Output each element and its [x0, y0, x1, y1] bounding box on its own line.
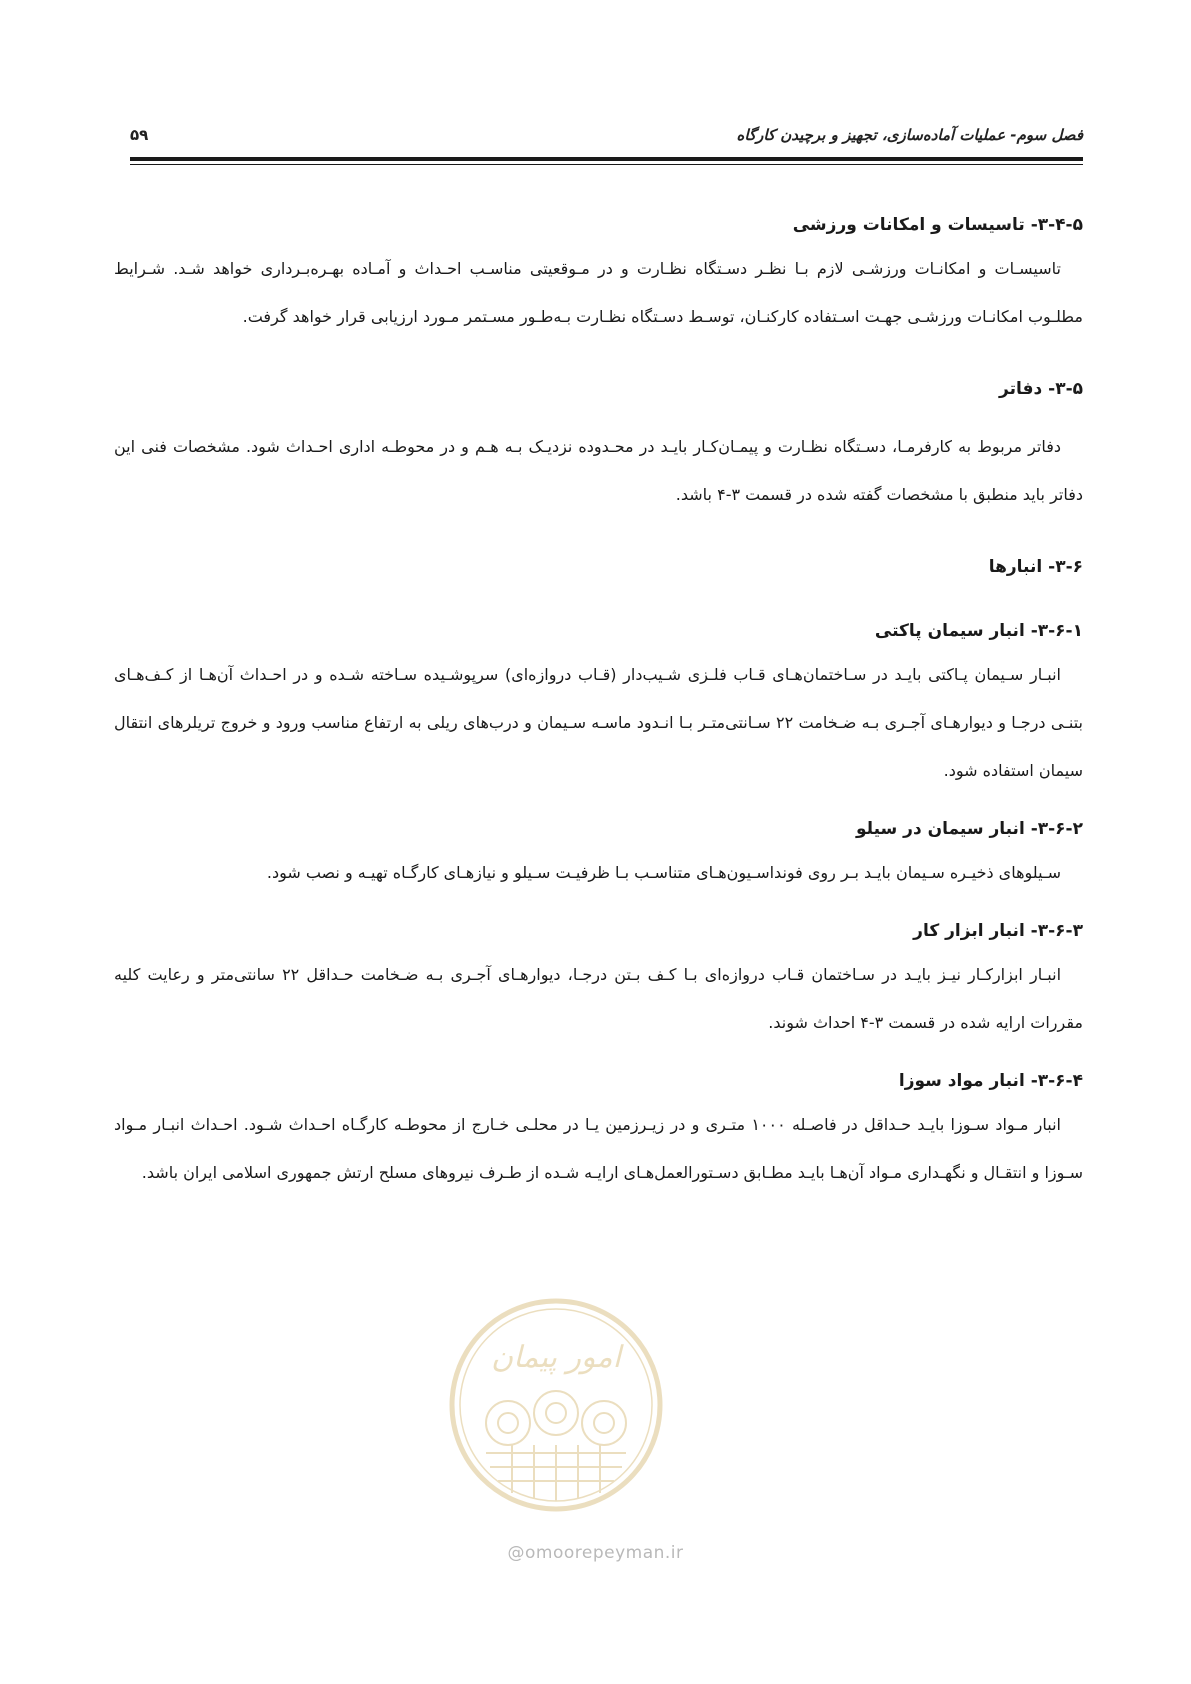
page-body	[114, 205, 1083, 1197]
section-paragraph: دفاتر مربوط به کارفرمـا، دسـتگاه نظـارت و پیمـان‌کـار بایـد در محـدوده نزدیـک بـه هـم و در محوطـه اداری احـداث شود. مشخصات فنی این دفاتر باید منطبق با مشخصات گفته شده در قسمت ۳-۴ باشد.	[114, 437, 1083, 504]
chapter-title: فصل سوم- عملیات آماده‌سازی، تجهیز و برچیدن کارگاه	[736, 126, 1083, 144]
watermark-logo-text: امور پیمان	[491, 1340, 621, 1375]
subsection-heading: ۳-۶-۱- انبار سیمان پاکتی	[874, 621, 1083, 641]
header-rule	[130, 157, 1083, 161]
watermark-url: @omoorepeyman.ir	[507, 1543, 684, 1563]
section-paragraph: انبـار سـیمان پـاکتی بایـد در سـاختمان‌هـای قـاب فلـزی شـیب‌دار (قـاب دروازه‌ای) سرپوشـیده سـاخته شـده و در احـداث آن‌هـا از کـف‌هـای بتنـی درجـا و دیوارهـای آجـری بـه ضـخامت ۲۲ سـانتی‌متـر بـا انـدود ماسـه سـیمان و درب‌های ریلی به ارتفاع مناسب ورود و خروج تریلرهای انتقال سیمان استفاده شود.	[114, 665, 1084, 780]
section-paragraph: سـیلوهای ذخیـره سـیمان بایـد بـر روی فونداسـیون‌هـای متناسـب بـا ظرفیـت سـیلو و نیازهـای کارگـاه تهیـه و نصب شود.	[266, 863, 1061, 882]
page-number: ۵۹	[130, 126, 149, 144]
running-header	[130, 126, 1083, 156]
header-rule-thin	[130, 164, 1083, 165]
watermark-logo	[446, 1295, 666, 1515]
section-paragraph: تاسیسـات و امکانـات ورزشـی لازم بـا نظـر دسـتگاه نظـارت و در مـوقعیتی مناسـب احـداث و آمـاده بهـره‌بـرداری خواهد شـد. شـرایط مطلـوب امکانـات ورزشـی جهـت اسـتفاده کارکنـان، توسـط دسـتگاه نظـارت بـه‌طـور مسـتمر مـورد ارزیابی قرار خواهد گرفت.	[114, 259, 1083, 326]
section-heading: ۳-۵- دفاتر	[999, 379, 1083, 399]
section-heading: ۳-۴-۵- تاسیسات و امکانات ورزشی	[792, 215, 1083, 235]
subsection-heading: ۳-۶-۲- انبار سیمان در سیلو	[855, 819, 1083, 839]
subsection-heading: ۳-۶-۴- انبار مواد سوزا	[898, 1071, 1083, 1091]
subsection-heading: ۳-۶-۳- انبار ابزار کار	[913, 921, 1083, 941]
section-paragraph: انبار مـواد سـوزا بایـد حـداقل در فاصـله ۱۰۰۰ متـری و در زیـرزمین یـا در محلـی خـارج از محوطـه کارگـاه احـداث شـود. احـداث انبـار مـواد سـوزا و انتقـال و نگهـداری مـواد آن‌هـا بایـد مطـابق دسـتورالعمل‌هـای ارایـه شـده از طـرف نیروهای مسلح ارتش جمهوری اسلامی ایران باشد.	[114, 1115, 1083, 1182]
section-paragraph: انبـار ابزارکـار نیـز بایـد در سـاختمان قـاب دروازه‌ای بـا کـف بـتن درجـا، دیوارهـای آجـری بـه ضـخامت حـداقل ۲۲ سانتی‌متر و رعایت کلیه مقررات ارایه شده در قسمت ۳-۴ احداث شوند.	[114, 965, 1083, 1032]
section-heading: ۳-۶- انبارها	[988, 557, 1083, 577]
